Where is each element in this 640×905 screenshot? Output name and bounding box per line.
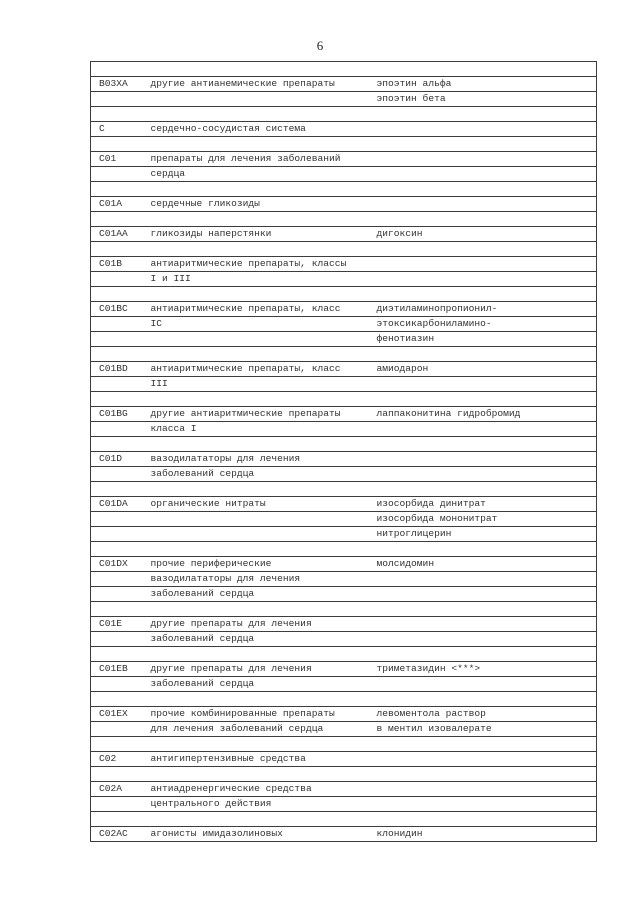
preparation-cell — [369, 377, 597, 392]
table-row — [91, 557, 597, 572]
table-row — [91, 332, 597, 347]
group-name-cell — [143, 482, 369, 497]
atc-code-cell — [91, 677, 143, 692]
table-row — [91, 467, 597, 482]
preparation-cell — [369, 767, 597, 782]
preparation-cell — [369, 617, 597, 632]
group-name-cell: IC — [143, 317, 369, 332]
group-name-cell: заболеваний сердца — [143, 632, 369, 647]
atc-code-cell: C01E — [91, 617, 143, 632]
group-name-cell — [143, 647, 369, 662]
preparation-cell: левоментола раствор — [369, 707, 597, 722]
preparation-cell: эпоэтин альфа — [369, 77, 597, 92]
atc-code-cell: C01D — [91, 452, 143, 467]
group-name-cell — [143, 437, 369, 452]
table-row — [91, 122, 597, 137]
atc-code-cell — [91, 647, 143, 662]
table-row — [91, 227, 597, 242]
table-row — [91, 542, 597, 557]
group-name-cell: антигипертензивные средства — [143, 752, 369, 767]
atc-code-cell — [91, 722, 143, 737]
group-name-cell: сердца — [143, 167, 369, 182]
atc-code-cell: C01EX — [91, 707, 143, 722]
preparation-cell — [369, 452, 597, 467]
atc-code-cell: C — [91, 122, 143, 137]
group-name-cell: вазодилататоры для лечения — [143, 572, 369, 587]
atc-code-cell — [91, 392, 143, 407]
table-row — [91, 407, 597, 422]
atc-code-cell: C01BG — [91, 407, 143, 422]
atc-code-cell — [91, 437, 143, 452]
table-row — [91, 482, 597, 497]
table-row — [91, 422, 597, 437]
table-row — [91, 662, 597, 677]
preparation-cell: диэтиламинопропионил- — [369, 302, 597, 317]
preparation-cell — [369, 542, 597, 557]
table-row — [91, 272, 597, 287]
table-row — [91, 722, 597, 737]
atc-code-cell: C01EB — [91, 662, 143, 677]
group-name-cell: другие антианемические препараты — [143, 77, 369, 92]
preparation-cell — [369, 107, 597, 122]
preparation-cell: в ментил изовалерате — [369, 722, 597, 737]
table-row — [91, 527, 597, 542]
atc-code-cell — [91, 587, 143, 602]
atc-code-cell — [91, 602, 143, 617]
drug-classification-table — [90, 61, 597, 842]
table-row — [91, 137, 597, 152]
preparation-cell: триметазидин <***> — [369, 662, 597, 677]
table-row — [91, 77, 597, 92]
preparation-cell: изосорбида мононитрат — [369, 512, 597, 527]
group-name-cell: заболеваний сердца — [143, 587, 369, 602]
preparation-cell: амиодарон — [369, 362, 597, 377]
preparation-cell — [369, 392, 597, 407]
table-row — [91, 692, 597, 707]
preparation-cell — [369, 167, 597, 182]
atc-code-cell — [91, 797, 143, 812]
table-row — [91, 437, 597, 452]
atc-code-cell: C01B — [91, 257, 143, 272]
preparation-cell — [369, 62, 597, 77]
preparation-cell — [369, 422, 597, 437]
atc-code-cell: C01 — [91, 152, 143, 167]
group-name-cell: III — [143, 377, 369, 392]
preparation-cell — [369, 437, 597, 452]
group-name-cell — [143, 242, 369, 257]
table-row — [91, 197, 597, 212]
atc-code-cell — [91, 347, 143, 362]
table-row — [91, 797, 597, 812]
preparation-cell — [369, 347, 597, 362]
atc-code-cell: C01AA — [91, 227, 143, 242]
table-row — [91, 107, 597, 122]
preparation-cell — [369, 482, 597, 497]
preparation-cell — [369, 812, 597, 827]
group-name-cell: другие антиаритмические препараты — [143, 407, 369, 422]
group-name-cell — [143, 737, 369, 752]
preparation-cell: молсидомин — [369, 557, 597, 572]
preparation-cell — [369, 197, 597, 212]
atc-code-cell — [91, 332, 143, 347]
table-row — [91, 182, 597, 197]
table-row — [91, 452, 597, 467]
atc-code-cell — [91, 242, 143, 257]
atc-code-cell — [91, 107, 143, 122]
preparation-cell: нитроглицерин — [369, 527, 597, 542]
group-name-cell — [143, 812, 369, 827]
atc-code-cell — [91, 92, 143, 107]
atc-code-cell: C01DX — [91, 557, 143, 572]
table-row — [91, 707, 597, 722]
group-name-cell — [143, 767, 369, 782]
atc-code-cell: C01BD — [91, 362, 143, 377]
table-row — [91, 377, 597, 392]
atc-code-cell: B03XA — [91, 77, 143, 92]
table-row — [91, 392, 597, 407]
table-row — [91, 347, 597, 362]
table-row — [91, 767, 597, 782]
table-row — [91, 497, 597, 512]
atc-code-cell — [91, 482, 143, 497]
group-name-cell — [143, 332, 369, 347]
group-name-cell: класса I — [143, 422, 369, 437]
table-row — [91, 737, 597, 752]
atc-code-cell: C01DA — [91, 497, 143, 512]
table-row — [91, 572, 597, 587]
group-name-cell — [143, 107, 369, 122]
preparation-cell — [369, 467, 597, 482]
group-name-cell — [143, 692, 369, 707]
atc-code-cell — [91, 512, 143, 527]
table-row — [91, 92, 597, 107]
preparation-cell: клонидин — [369, 827, 597, 842]
atc-code-cell — [91, 182, 143, 197]
preparation-cell — [369, 242, 597, 257]
atc-code-cell — [91, 377, 143, 392]
table-row — [91, 617, 597, 632]
preparation-cell — [369, 782, 597, 797]
group-name-cell — [143, 347, 369, 362]
atc-code-cell — [91, 812, 143, 827]
table-row — [91, 587, 597, 602]
group-name-cell: прочие периферические — [143, 557, 369, 572]
atc-code-cell — [91, 692, 143, 707]
group-name-cell: I и III — [143, 272, 369, 287]
group-name-cell — [143, 542, 369, 557]
group-name-cell: сердечно-сосудистая система — [143, 122, 369, 137]
atc-code-cell — [91, 287, 143, 302]
atc-code-cell — [91, 272, 143, 287]
atc-code-cell — [91, 317, 143, 332]
group-name-cell: антиаритмические препараты, класс — [143, 302, 369, 317]
atc-code-cell — [91, 212, 143, 227]
table-row — [91, 212, 597, 227]
table-row — [91, 632, 597, 647]
atc-code-cell — [91, 737, 143, 752]
atc-code-cell: C01BC — [91, 302, 143, 317]
group-name-cell — [143, 527, 369, 542]
group-name-cell: гликозиды наперстянки — [143, 227, 369, 242]
group-name-cell: органические нитраты — [143, 497, 369, 512]
table-row — [91, 602, 597, 617]
preparation-cell — [369, 212, 597, 227]
preparation-cell: этоксикарбониламино- — [369, 317, 597, 332]
group-name-cell: другие препараты для лечения — [143, 662, 369, 677]
group-name-cell: вазодилататоры для лечения — [143, 452, 369, 467]
atc-code-cell — [91, 467, 143, 482]
preparation-cell: эпоэтин бета — [369, 92, 597, 107]
preparation-cell — [369, 737, 597, 752]
table-row — [91, 827, 597, 842]
table-row — [91, 287, 597, 302]
preparation-cell: изосорбида динитрат — [369, 497, 597, 512]
atc-code-cell — [91, 767, 143, 782]
atc-code-cell — [91, 422, 143, 437]
group-name-cell — [143, 92, 369, 107]
preparation-cell — [369, 182, 597, 197]
group-name-cell: сердечные гликозиды — [143, 197, 369, 212]
atc-code-cell — [91, 137, 143, 152]
preparation-cell — [369, 272, 597, 287]
group-name-cell — [143, 602, 369, 617]
preparation-cell — [369, 677, 597, 692]
table-row — [91, 647, 597, 662]
group-name-cell: центрального действия — [143, 797, 369, 812]
table-body — [91, 62, 597, 842]
preparation-cell — [369, 137, 597, 152]
group-name-cell — [143, 62, 369, 77]
atc-code-cell — [91, 632, 143, 647]
group-name-cell — [143, 287, 369, 302]
preparation-cell — [369, 257, 597, 272]
table-row — [91, 812, 597, 827]
preparation-cell — [369, 572, 597, 587]
table-row — [91, 317, 597, 332]
table-row — [91, 677, 597, 692]
atc-code-cell — [91, 167, 143, 182]
preparation-cell — [369, 152, 597, 167]
table-row — [91, 782, 597, 797]
group-name-cell: препараты для лечения заболеваний — [143, 152, 369, 167]
table-row — [91, 362, 597, 377]
preparation-cell — [369, 602, 597, 617]
atc-code-cell — [91, 542, 143, 557]
atc-code-cell: C02A — [91, 782, 143, 797]
preparation-cell — [369, 122, 597, 137]
table-row — [91, 302, 597, 317]
preparation-cell: лаппаконитина гидробромид — [369, 407, 597, 422]
preparation-cell — [369, 752, 597, 767]
group-name-cell: антиаритмические препараты, класс — [143, 362, 369, 377]
group-name-cell — [143, 212, 369, 227]
atc-code-cell: C01A — [91, 197, 143, 212]
table-row — [91, 167, 597, 182]
preparation-cell — [369, 632, 597, 647]
table-row — [91, 257, 597, 272]
group-name-cell: антиадренергические средства — [143, 782, 369, 797]
table-row — [91, 752, 597, 767]
atc-code-cell — [91, 62, 143, 77]
preparation-cell — [369, 692, 597, 707]
atc-code-cell: C02 — [91, 752, 143, 767]
preparation-cell — [369, 587, 597, 602]
atc-code-cell: C02AC — [91, 827, 143, 842]
group-name-cell: прочие комбинированные препараты — [143, 707, 369, 722]
atc-code-cell — [91, 527, 143, 542]
group-name-cell: агонисты имидазолиновых — [143, 827, 369, 842]
group-name-cell — [143, 182, 369, 197]
page-number: 6 — [316, 38, 324, 53]
preparation-cell: фенотиазин — [369, 332, 597, 347]
table-row — [91, 62, 597, 77]
table-row — [91, 152, 597, 167]
preparation-cell — [369, 287, 597, 302]
group-name-cell: антиаритмические препараты, классы — [143, 257, 369, 272]
table-row — [91, 512, 597, 527]
group-name-cell: заболеваний сердца — [143, 677, 369, 692]
group-name-cell — [143, 137, 369, 152]
group-name-cell — [143, 512, 369, 527]
group-name-cell: заболеваний сердца — [143, 467, 369, 482]
preparation-cell — [369, 797, 597, 812]
atc-code-cell — [91, 572, 143, 587]
preparation-cell: дигоксин — [369, 227, 597, 242]
group-name-cell: для лечения заболеваний сердца — [143, 722, 369, 737]
group-name-cell — [143, 392, 369, 407]
preparation-cell — [369, 647, 597, 662]
table-row — [91, 242, 597, 257]
group-name-cell: другие препараты для лечения — [143, 617, 369, 632]
